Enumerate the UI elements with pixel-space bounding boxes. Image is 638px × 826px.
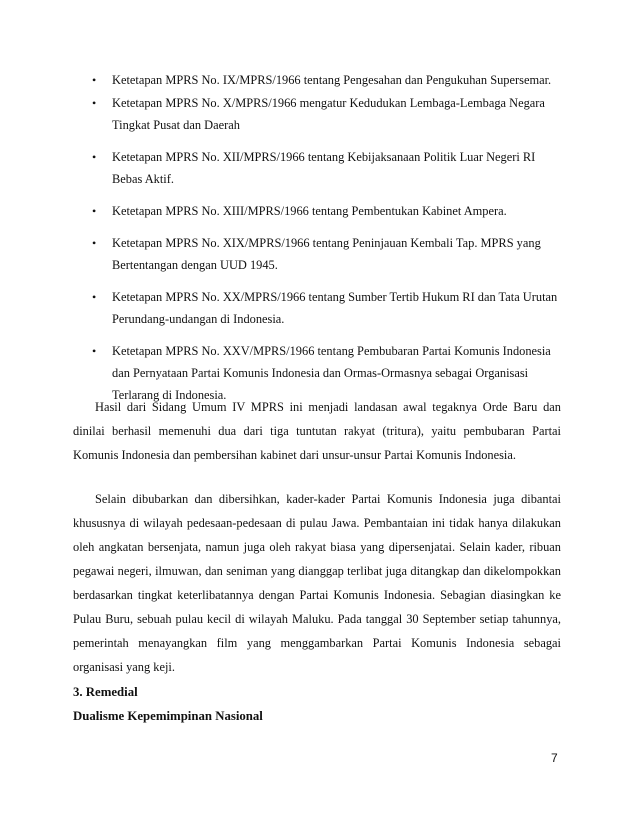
bullet-list (73, 69, 568, 416)
list-item (73, 232, 568, 276)
list-item-text: Ketetapan MPRS No. XIII/MPRS/1966 tentang Pembentukan Kabinet Ampera. (112, 204, 507, 218)
section-heading: 3. Remedial (73, 685, 138, 699)
list-item (73, 92, 568, 136)
bullet-icon: • (92, 150, 97, 164)
paragraph-pembantaian: Selain dibubarkan dan dibersihkan, kader-kader Partai Komunis Indonesia juga dibantai khususnya di wilayah pedesaan-pedesaan di pulau Jawa. Pembantaian ini tidak hanya dilakukan oleh angkatan bersenjata, namun juga oleh rakyat biasa yang dipersenjatai. Selain kader, ribuan pegawai negeri, ilmuwan, dan seniman yang dianggap terlibat juga ditangkap dan dikelompokkan berdasarkan tingkat keterlibatannya dengan Partai Komunis Indonesia. Sebagian diasingkan ke Pulau Buru, sebuah pulau kecil di wilayah Maluku. Pada tanggal 30 September setiap tahunnya, pemerintah menayangkan film yang menggambarkan Partai Komunis Indonesia sebagai organisasi yang keji. (73, 492, 561, 674)
subheading: Dualisme Kepemimpinan Nasional (73, 709, 263, 723)
list-item-text: Ketetapan MPRS No. XII/MPRS/1966 tentang Kebijaksanaan Politik Luar Negeri RI Bebas Aktif. (112, 150, 536, 186)
list-item-text: Ketetapan MPRS No. X/MPRS/1966 mengatur Kedudukan Lembaga-Lembaga Negara Tingkat Pusat dan Daerah (112, 96, 545, 132)
list-item (73, 200, 568, 222)
bullet-icon: • (92, 236, 97, 250)
page-number: 7 (551, 751, 558, 765)
list-item (73, 146, 568, 190)
list-item-text: Ketetapan MPRS No. XXV/MPRS/1966 tentang Pembubaran Partai Komunis Indonesia dan Pernyataan Partai Komunis Indonesia dan Ormas-Ormasnya sebagai Organisasi Terlarang di Indonesia. (112, 344, 551, 402)
list-item-text: Ketetapan MPRS No. XX/MPRS/1966 tentang Sumber Tertib Hukum RI dan Tata Urutan Perundang-undangan di Indonesia. (112, 290, 558, 326)
bullet-icon: • (92, 344, 97, 358)
paragraph-sidang-umum: Hasil dari Sidang Umum IV MPRS ini menjadi landasan awal tegaknya Orde Baru dan dinilai berhasil memenuhi dua dari tiga tuntutan rakyat (tritura), yaitu pembubaran Partai Komunis Indonesia dan pembersihan kabinet dari unsur-unsur Partai Komunis Indonesia. (73, 400, 561, 462)
list-item (73, 286, 568, 330)
bullet-icon: • (92, 96, 97, 110)
bullet-icon: • (92, 73, 97, 87)
bullet-icon: • (92, 204, 97, 218)
list-item-text: Ketetapan MPRS No. XIX/MPRS/1966 tentang Peninjauan Kembali Tap. MPRS yang Bertentangan dengan UUD 1945. (112, 236, 541, 272)
bullet-icon: • (92, 290, 97, 304)
list-item-text: Ketetapan MPRS No. IX/MPRS/1966 tentang Pengesahan dan Pengukuhan Supersemar. (112, 73, 552, 87)
list-item (73, 69, 568, 91)
